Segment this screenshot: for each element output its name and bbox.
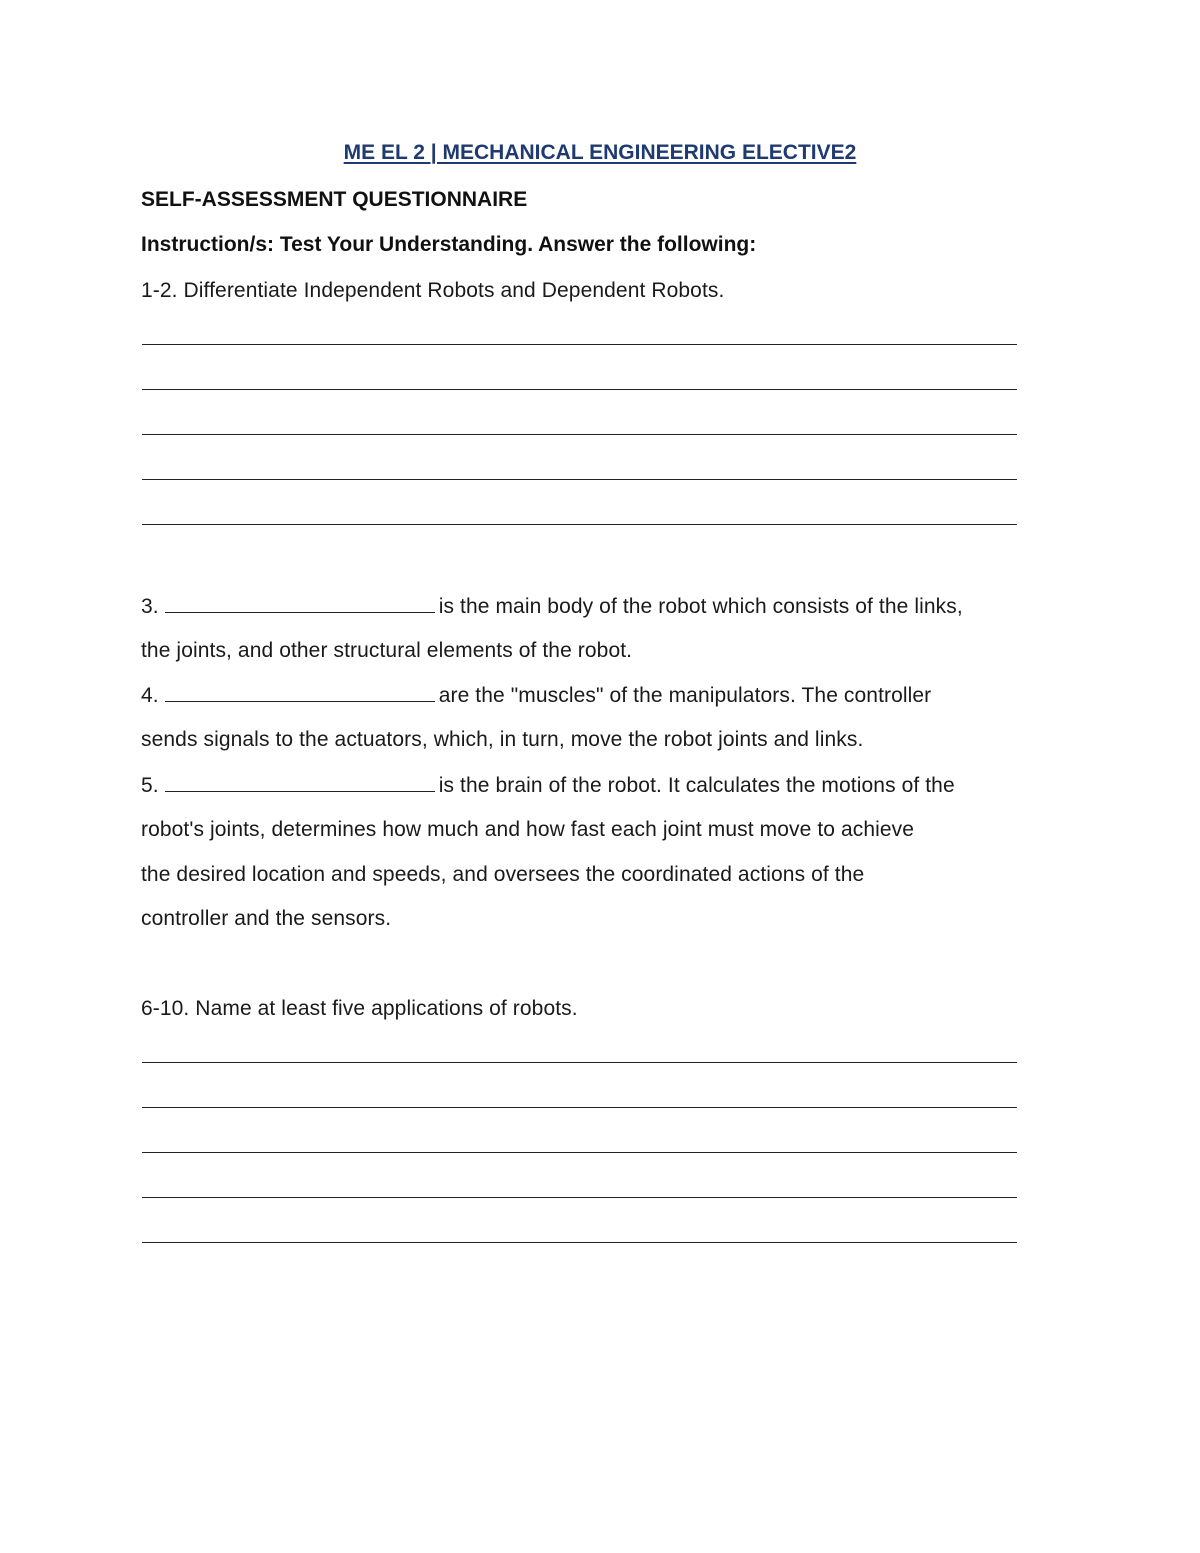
question-4-text: are the "muscles" of the manipulators. The controller [438,684,932,707]
question-3-line-2: the joints, and other structural elements of the robot. [141,639,633,662]
question-4-number: 4. [141,684,159,707]
question-5-line-3: the desired location and speeds, and oversees the coordinated actions of the [141,863,865,886]
answer-line-6-10-a[interactable] [142,1062,1017,1063]
question-5-line-4: controller and the sensors. [141,907,392,930]
question-3-number: 3. [141,595,159,618]
question-5-line-1 [141,773,955,798]
document-title: ME EL 2 | MECHANICAL ENGINEERING ELECTIVE2 [343,141,857,164]
question-3-blank[interactable] [165,594,435,613]
question-6-10: 6-10. Name at least five applications of robots. [141,997,578,1020]
answer-line-6-10-d[interactable] [142,1197,1017,1198]
question-3-line-1 [141,594,963,619]
answer-line-1-2-e[interactable] [142,524,1017,525]
answer-line-6-10-c[interactable] [142,1152,1017,1153]
section-heading: SELF-ASSESSMENT QUESTIONNAIRE [141,188,528,211]
question-1-2: 1-2. Differentiate Independent Robots and Dependent Robots. [141,279,725,302]
question-3-text: is the main body of the robot which consists of the links, [438,595,963,618]
question-4-line-1 [141,683,931,708]
question-4-line-2: sends signals to the actuators, which, in turn, move the robot joints and links. [141,728,864,751]
answer-line-6-10-e[interactable] [142,1242,1017,1243]
question-5-blank[interactable] [165,773,435,792]
question-4-blank[interactable] [165,683,435,702]
answer-line-1-2-b[interactable] [142,389,1017,390]
answer-line-1-2-a[interactable] [142,344,1017,345]
instructions: Instruction/s: Test Your Understanding. Answer the following: [141,233,757,256]
question-5-line-2: robot's joints, determines how much and how fast each joint must move to achieve [141,818,915,841]
answer-line-6-10-b[interactable] [142,1107,1017,1108]
answer-line-1-2-d[interactable] [142,479,1017,480]
answer-line-1-2-c[interactable] [142,434,1017,435]
question-5-text: is the brain of the robot. It calculates the motions of the [438,774,955,797]
question-5-number: 5. [141,774,159,797]
